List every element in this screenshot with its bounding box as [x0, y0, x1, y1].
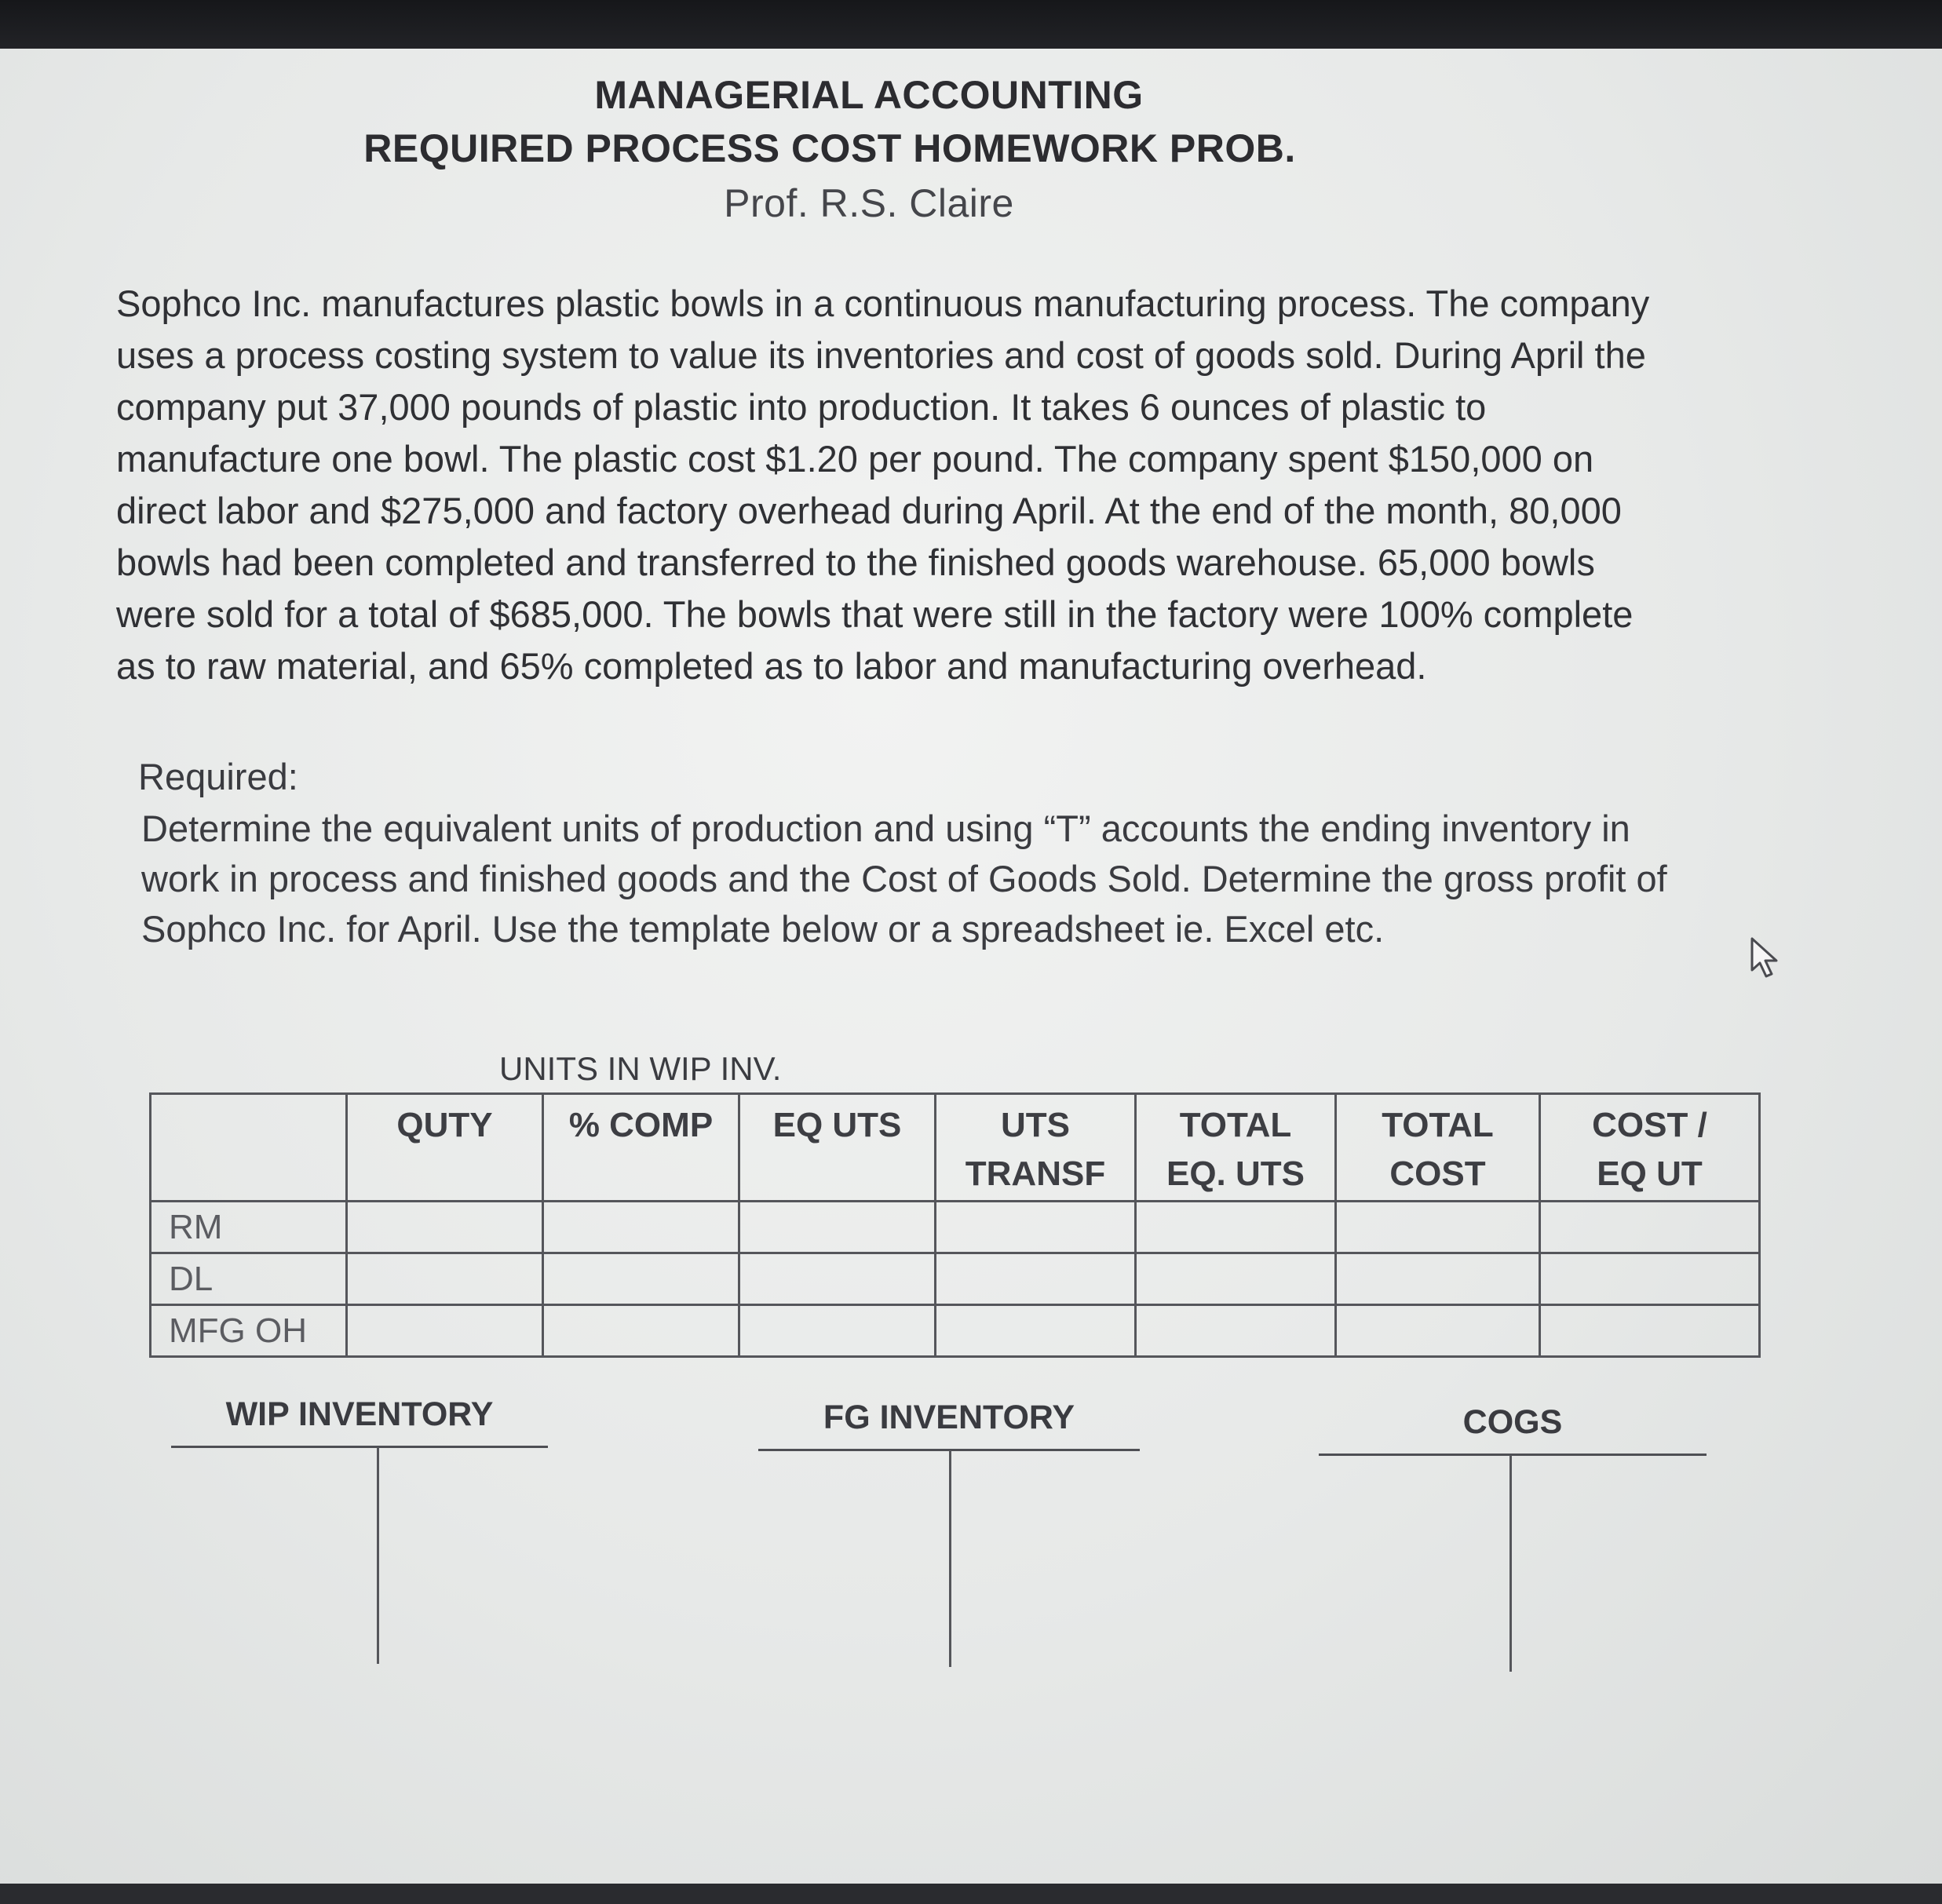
table-cell: [936, 1202, 1136, 1253]
document-page: [0, 49, 1942, 1884]
t-account-bar: [171, 1446, 548, 1448]
table-cell: [347, 1202, 543, 1253]
table-cell: [347, 1253, 543, 1305]
table-row: [151, 1305, 1760, 1357]
mouse-pointer-icon: [1749, 936, 1788, 983]
header-uts-transf: UTS TRANSF: [936, 1094, 1136, 1202]
header-percent-comp: % COMP: [543, 1094, 739, 1202]
header-eq-uts: EQ UTS: [739, 1094, 936, 1202]
t-account-title: COGS: [1462, 1403, 1563, 1441]
problem-line: uses a process costing system to value its inventories and cost of goods sold. During April the: [116, 334, 1646, 376]
table-cell: [739, 1305, 936, 1357]
table-cell: [1336, 1305, 1540, 1357]
assignment-title: REQUIRED PROCESS COST HOMEWORK PROB.: [363, 126, 1296, 170]
t-account-fg-inventory: [758, 1399, 1140, 1673]
t-account-bar: [1319, 1454, 1707, 1456]
professor-name: Prof. R.S. Claire: [724, 181, 1014, 225]
table-cell: [936, 1253, 1136, 1305]
table-cell: [1136, 1202, 1336, 1253]
problem-line: direct labor and $275,000 and factory overhead during April. At the end of the month, 80,000: [116, 490, 1622, 531]
problem-statement: [116, 278, 1757, 692]
row-label-mfg-oh: MFG OH: [151, 1305, 347, 1357]
table-cell: [739, 1253, 936, 1305]
row-label-dl: DL: [151, 1253, 347, 1305]
problem-line: Sophco Inc. manufactures plastic bowls in a continuous manufacturing process. The company: [116, 283, 1650, 324]
table-cell: [1136, 1253, 1336, 1305]
t-account-title: FG INVENTORY: [823, 1399, 1075, 1436]
header-total-eq-uts: TOTAL EQ. UTS: [1136, 1094, 1336, 1202]
table-row: [151, 1253, 1760, 1305]
problem-line: company put 37,000 pounds of plastic into production. It takes 6 ounces of plastic to: [116, 386, 1487, 428]
table-cell: [1336, 1253, 1540, 1305]
required-label: Required:: [138, 756, 298, 797]
header-cost-per-eq-ut: COST / EQ UT: [1540, 1094, 1760, 1202]
table-caption: UNITS IN WIP INV.: [499, 1050, 782, 1087]
table-cell: [347, 1305, 543, 1357]
table-cell: [1136, 1305, 1336, 1357]
problem-line: bowls had been completed and transferred to the finished goods warehouse. 65,000 bowls: [116, 542, 1595, 583]
problem-line: as to raw material, and 65% completed as to labor and manufacturing overhead.: [116, 645, 1427, 687]
table-cell: [543, 1305, 739, 1357]
t-account-wip-inventory: [171, 1395, 548, 1670]
header-blank: [151, 1094, 347, 1202]
header-quty: QUTY: [347, 1094, 543, 1202]
table-cell: [1540, 1253, 1760, 1305]
required-instructions: [141, 804, 1758, 954]
course-title: MANAGERIAL ACCOUNTING: [594, 73, 1144, 117]
problem-line: manufacture one bowl. The plastic cost $1.20 per pound. The company spent $150,000 on: [116, 438, 1594, 480]
row-label-rm: RM: [151, 1202, 347, 1253]
t-account-stem: [1509, 1455, 1512, 1672]
monitor-bezel-bottom: [0, 1884, 1942, 1904]
table-header-row: [151, 1094, 1760, 1202]
equivalent-units-table: [149, 1092, 1761, 1358]
t-account-stem: [377, 1447, 379, 1664]
t-account-cogs: [1319, 1403, 1707, 1678]
table-cell: [543, 1202, 739, 1253]
table-cell: [1336, 1202, 1540, 1253]
table-cell: [1540, 1202, 1760, 1253]
table-cell: [739, 1202, 936, 1253]
required-line: Determine the equivalent units of production and using “T” accounts the ending inventory in: [141, 808, 1630, 849]
header-total-cost: TOTAL COST: [1336, 1094, 1540, 1202]
table-cell: [1540, 1305, 1760, 1357]
table-cell: [936, 1305, 1136, 1357]
required-line: Sophco Inc. for April. Use the template below or a spreadsheet ie. Excel etc.: [141, 908, 1385, 950]
t-account-title: WIP INVENTORY: [225, 1395, 494, 1433]
problem-line: were sold for a total of $685,000. The bowls that were still in the factory were 100% complete: [116, 593, 1634, 635]
t-account-stem: [949, 1450, 951, 1667]
required-line: work in process and finished goods and the Cost of Goods Sold. Determine the gross profit of: [141, 858, 1667, 899]
table-cell: [543, 1253, 739, 1305]
table-row: [151, 1202, 1760, 1253]
